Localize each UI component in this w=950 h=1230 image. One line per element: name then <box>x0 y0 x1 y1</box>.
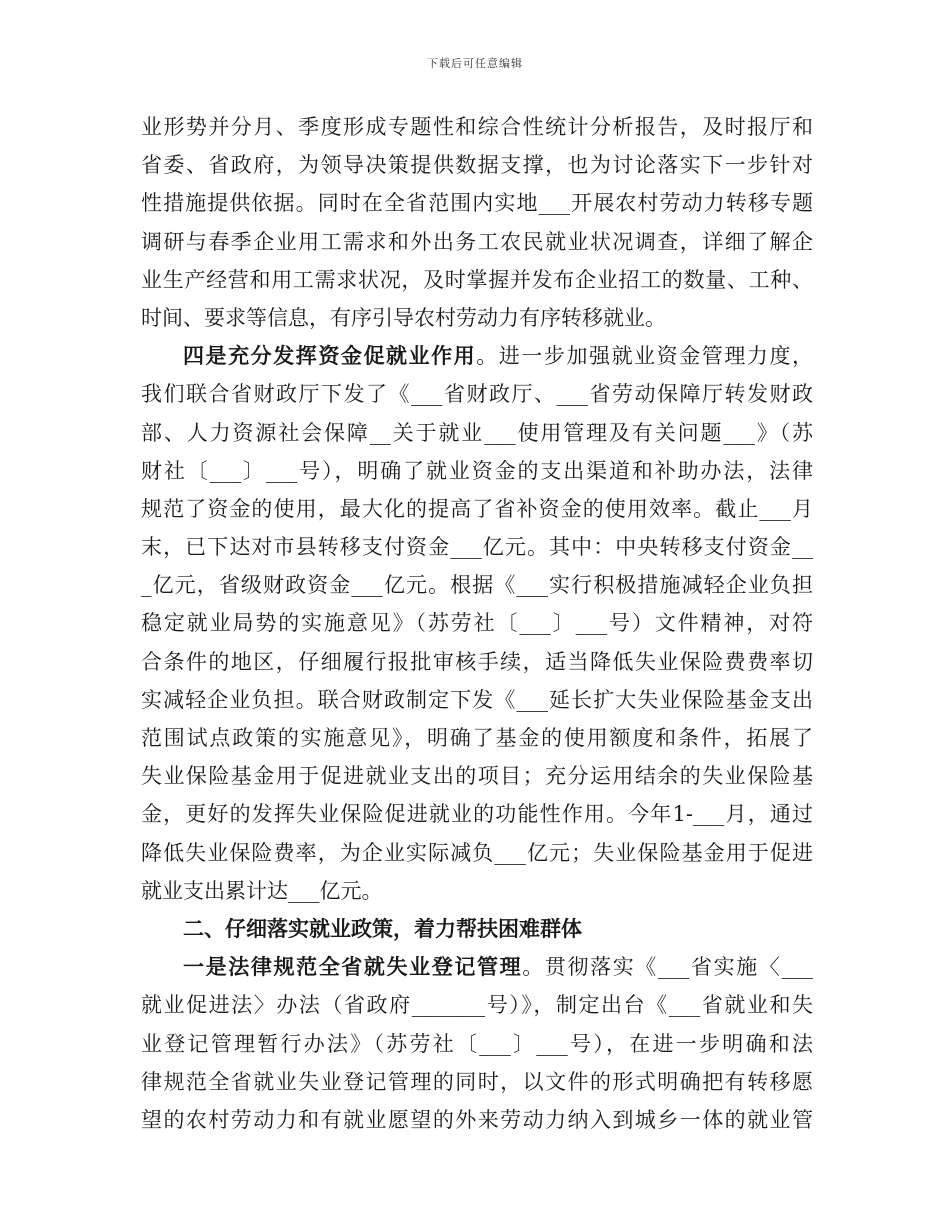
body-text-line: 调研与春季企业用工需求和外出务工农民就业状况调查，详细了解企 <box>141 229 813 254</box>
body-text-line: 业登记管理暂行办法》（苏劳社〔___〕___号），在进一步明确和法 <box>141 1031 813 1056</box>
body-text-line: 望的农村劳动力和有就业愿望的外来劳动力纳入到城乡一体的就业管 <box>141 1107 813 1132</box>
body-text-line: 业生产经营和用工需求状况，及时掌握并发布企业招工的数量、工种、 <box>141 267 813 292</box>
body-text-line: 就业促进法〉办法（省政府_______号）》，制定出台《___省就业和失 <box>141 993 813 1018</box>
section-heading: 二、仔细落实就业政策，着力帮扶困难群体 <box>183 915 582 941</box>
body-text-line: 实减轻企业负担。联合财政制定下发《___延长扩大失业保险基金支出 <box>141 687 813 712</box>
body-text-line: 合条件的地区，仔细履行报批审核手续，适当降低失业保险费费率切 <box>141 649 813 674</box>
body-text-line: 性措施提供依据。同时在全省范围内实地___开展农村劳动力转移专题 <box>141 191 813 216</box>
lead-line-text: 。贯彻落实《___省实施〈___ <box>522 955 814 980</box>
body-text-line: 稳定就业局势的实施意见》（苏劳社〔___〕___号）文件精神，对符 <box>141 611 813 636</box>
body-text-line: 省委、省政府，为领导决策提供数据支撑，也为讨论落实下一步针对 <box>141 153 813 178</box>
body-text-line: 降低失业保险费率，为企业实际减负___亿元；失业保险基金用于促进 <box>141 840 813 865</box>
page-header: 下载后可任意编辑 <box>427 57 523 70</box>
document-body <box>141 108 813 1139</box>
body-text-line: 业形势并分月、季度形成专题性和综合性统计分析报告，及时报厅和 <box>141 115 813 139</box>
body-text-line: 就业支出累计达___亿元。 <box>141 878 383 903</box>
body-text-line: 部、人力资源社会保障__关于就业___使用管理及有关问题___》（苏 <box>141 420 813 445</box>
body-text-line: 规范了资金的使用，最大化的提高了省补资金的使用效率。截止___月 <box>141 496 813 521</box>
body-text-line: _亿元，省级财政资金___亿元。根据《___实行积极措施减轻企业负担 <box>141 573 813 598</box>
lead-line-text: 。进一步加强就业资金管理力度， <box>476 344 814 369</box>
body-text-line: 末，已下达对市县转移支付资金___亿元。其中：中央转移支付资金__ <box>141 535 813 560</box>
body-text-line: 律规范全省就业失业登记管理的同时，以文件的形式明确把有转移愿 <box>141 1069 813 1094</box>
body-text-line: 范围试点政策的实施意见》，明确了基金的使用额度和条件，拓展了 <box>141 726 813 750</box>
body-text-line: 财社〔___〕___号），明确了就业资金的支出渠道和补助办法，法律 <box>141 458 813 483</box>
body-text-line: 失业保险基金用于促进就业支出的项目；充分运用结余的失业保险基 <box>141 764 813 789</box>
body-text-line: 金，更好的发挥失业保险促进就业的功能性作用。今年1-___月，通过 <box>141 802 813 827</box>
bold-lead-phrase: 一是法律规范全省就失业登记管理 <box>183 954 523 980</box>
paragraph-lead-line <box>141 948 813 986</box>
paragraph-lead-line <box>141 337 813 375</box>
body-text-line: 时间、要求等信息，有序引导农村劳动力有序转移就业。 <box>141 305 666 330</box>
bold-lead-phrase: 四是充分发挥资金促就业作用 <box>183 343 477 369</box>
body-text-line: 我们联合省财政厅下发了《___省财政厅、___省劳动保障厅转发财政 <box>141 382 813 407</box>
